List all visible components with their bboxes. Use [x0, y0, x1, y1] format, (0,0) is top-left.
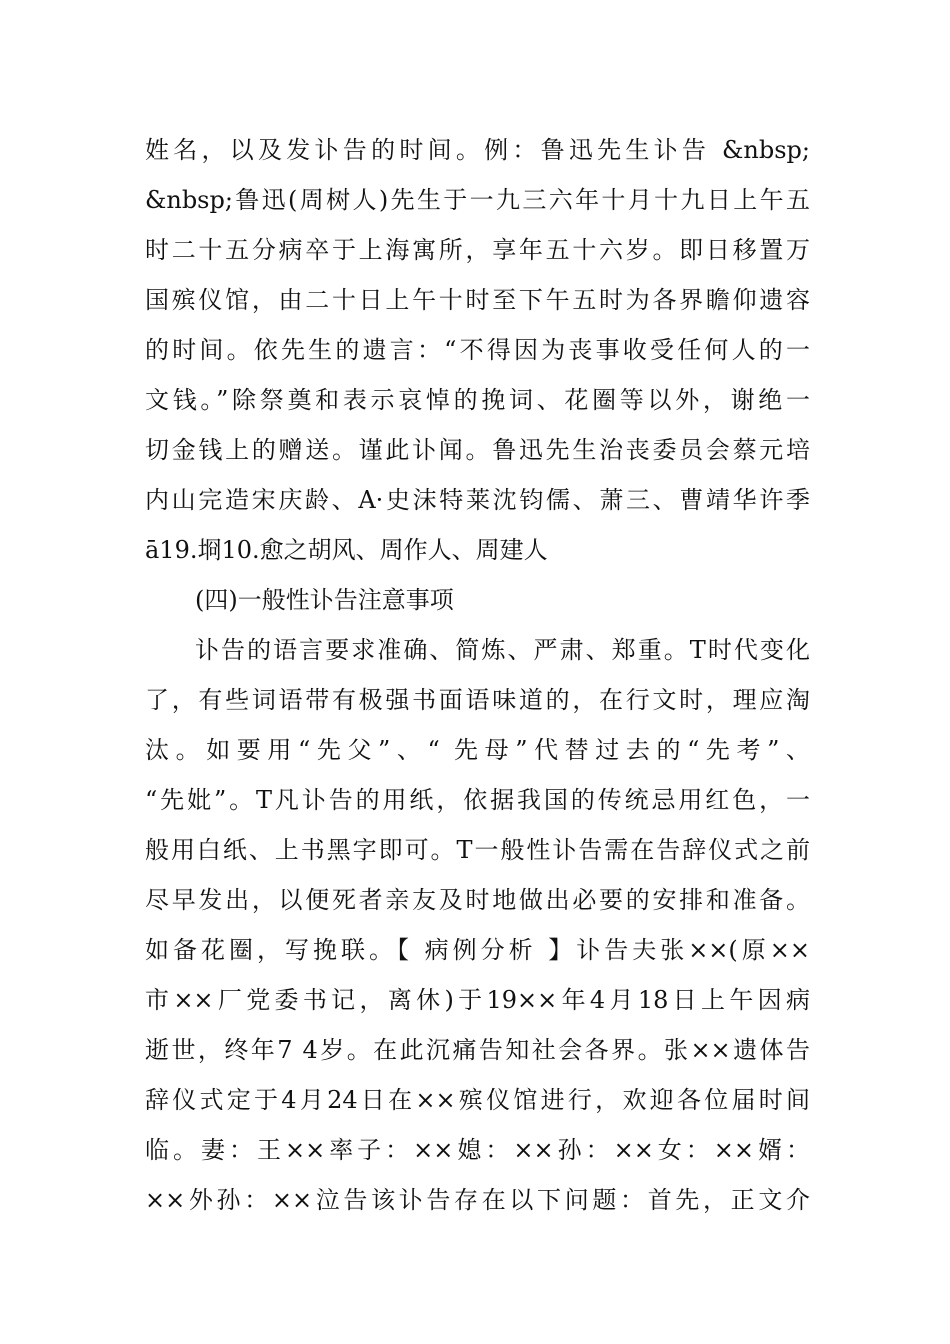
- paragraph-line: 时二十五分病卒于上海寓所，享年五十六岁。即日移置万: [145, 236, 810, 264]
- paragraph-line: ā19.埛10.愈之胡风、周作人、周建人: [145, 536, 548, 564]
- paragraph-line: 姓名，以及发讣告的时间。例：鲁迅先生讣告 &nbsp;: [145, 136, 810, 164]
- paragraph-line: 了，有些词语带有极强书面语味道的，在行文时，理应淘: [145, 686, 810, 714]
- paragraph-line: 汰。如要用“先父”、“ 先母”代替过去的“先考”、: [145, 736, 810, 764]
- paragraph-line: 临。妻：王××率子：××媳：××孙：××女：××婿：: [145, 1136, 810, 1164]
- paragraph-line: 市××厂党委书记，离休)于19××年4月18日上午因病: [145, 986, 810, 1014]
- paragraph-line: &nbsp;鲁迅(周树人)先生于一九三六年十月十九日上午五: [145, 186, 810, 214]
- paragraph-line: 国殡仪馆，由二十日上午十时至下午五时为各界瞻仰遗容: [145, 286, 810, 314]
- paragraph-line: 如备花圈，写挽联。【 病例分析 】讣告夫张××(原××: [145, 936, 810, 964]
- paragraph-line: 逝世，终年7 4岁。在此沉痛告知社会各界。张××遗体告: [145, 1036, 810, 1064]
- paragraph-line: “先妣”。T凡讣告的用纸，依据我国的传统忌用红色，一: [145, 786, 810, 814]
- paragraph-line: 辞仪式定于4月24日在××殡仪馆进行，欢迎各位届时间: [145, 1086, 810, 1114]
- section-heading: (四)一般性讣告注意事项: [195, 586, 454, 614]
- paragraph-line: 般用白纸、上书黑字即可。T一般性讣告需在告辞仪式之前: [145, 836, 810, 864]
- paragraph-line: 尽早发出，以便死者亲友及时地做出必要的安排和准备。: [145, 886, 810, 914]
- paragraph-line: 的时间。依先生的遗言：“不得因为丧事收受任何人的一: [145, 336, 810, 364]
- paragraph-line: 内山完造宋庆龄、A·史沫特莱沈钧儒、萧三、曹靖华许季: [145, 486, 810, 514]
- paragraph-line: 讣告的语言要求准确、简炼、严肃、郑重。T时代变化: [195, 636, 810, 664]
- paragraph-line: ××外孙：××泣告该讣告存在以下问题：首先，正文介: [145, 1186, 810, 1214]
- paragraph-line: 文钱。”除祭奠和表示哀悼的挽词、花圈等以外，谢绝一: [145, 386, 810, 414]
- paragraph-line: 切金钱上的赠送。谨此讣闻。鲁迅先生治丧委员会蔡元培: [145, 436, 810, 464]
